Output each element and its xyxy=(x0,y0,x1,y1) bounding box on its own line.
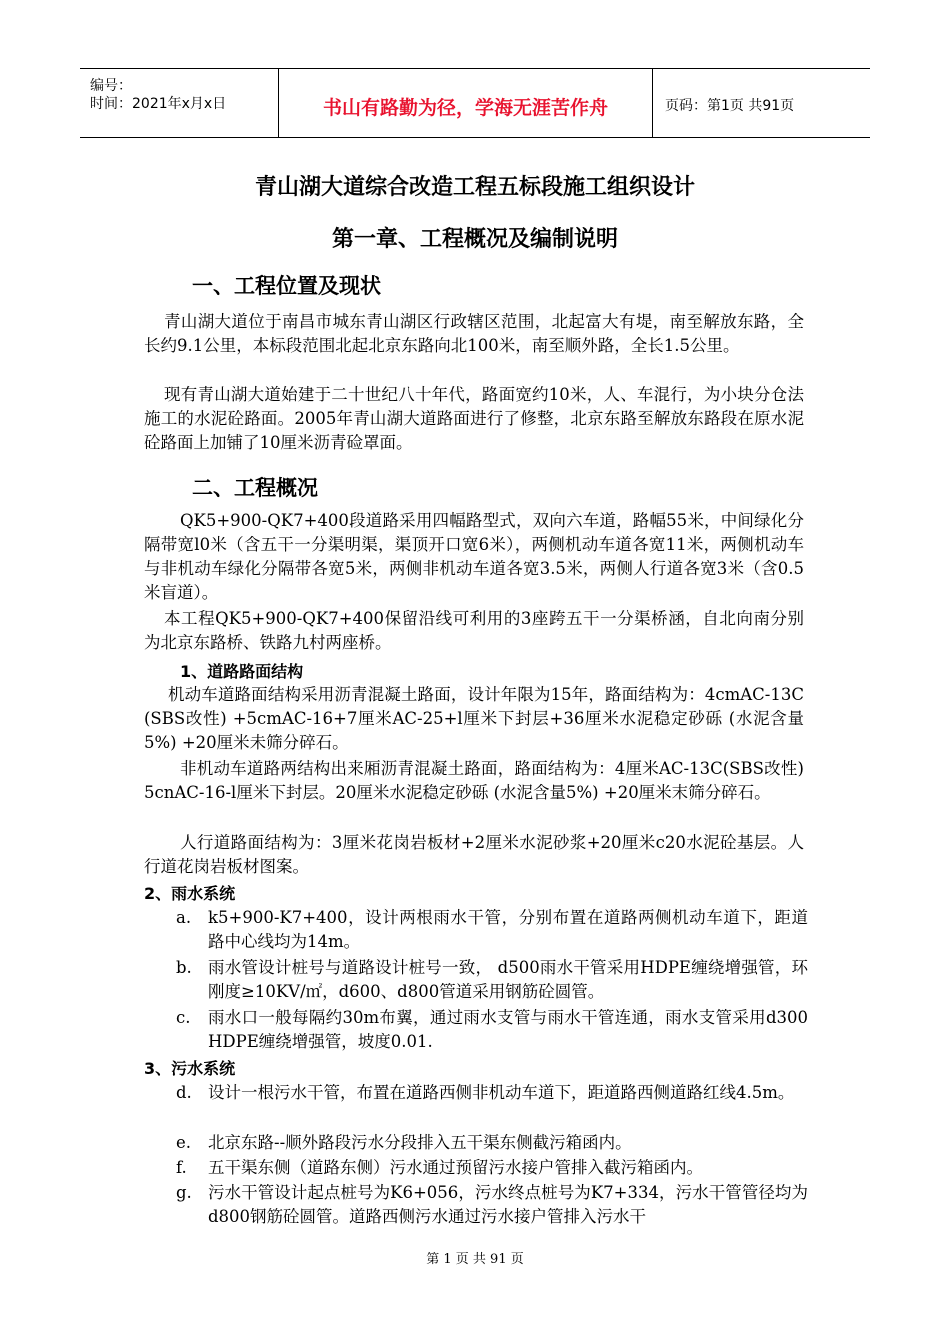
chapter-title: 第一章、工程概况及编制说明 xyxy=(331,227,618,252)
list-marker: g. xyxy=(176,1183,192,1202)
paragraph: 非机动车道路两结构出来厢沥青混凝土路面，路面结构为：4厘米AC-13C(SBS改性) 5cnAC-16-l厘米下封层。20厘米水泥稳定砂砾 (水泥含量5%) +20厘米末筛分碎石。 xyxy=(144,759,804,802)
list-item xyxy=(176,1006,808,1054)
list-item xyxy=(176,1081,808,1105)
list-marker: e. xyxy=(176,1133,192,1152)
list-item xyxy=(176,1131,808,1155)
list-item xyxy=(176,1181,808,1229)
list-item-text: 设计一根污水干管，布置在道路西侧非机动车道下，距道路西侧道路红线4.5m。 xyxy=(208,1083,795,1102)
list-item xyxy=(176,1156,808,1180)
list-marker: b. xyxy=(176,958,192,977)
section-heading-location: 一、工程位置及现状 xyxy=(192,274,381,298)
list-marker: f. xyxy=(176,1158,187,1177)
list-marker: a. xyxy=(176,908,192,927)
list-item xyxy=(176,906,808,954)
subsection-heading-rain: 2、雨水系统 xyxy=(144,884,236,903)
document-title: 青山湖大道综合改造工程五标段施工组织设计 xyxy=(254,175,695,200)
list-item-text: k5+900-K7+400，设计两根雨水干管，分别布置在道路两侧机动车道下，距道路中心线均为14m。 xyxy=(208,908,808,951)
paragraph: 人行道路面结构为：3厘米花岗岩板材+2厘米水泥砂浆+20厘米c20水泥砼基层。人行道花岗岩板材图案。 xyxy=(144,833,804,876)
list-item-text: 污水干管设计起点桩号为K6+056，污水终点桩号为K7+334，污水干管管径均为d800钢筋砼圆管。道路西侧污水通过污水接户管排入污水干 xyxy=(208,1183,808,1226)
paragraph: 机动车道路面结构采用沥青混凝土路面，设计年限为15年，路面结构为：4cmAC-13C (SBS改性) +5cmAC-16+7厘米AC-25+l厘米下封层+36厘米水泥稳定砂砾 (水泥含量5%) +20厘米未筛分碎石。 xyxy=(144,685,804,752)
list-item-text: 雨水口一般每隔约30m布翼，通过雨水支管与雨水干管连通，雨水支管采用d300 HDPE缠绕增强管，坡度0.01. xyxy=(208,1008,808,1051)
list-marker: d. xyxy=(176,1083,192,1102)
paragraph: QK5+900-QK7+400段道路采用四幅路型式，双向六车道，路幅55米，中间绿化分隔带宽l0米（含五干一分渠明渠，渠顶开口宽6米），两侧机动车道各宽11米，两侧机动车与非机动车绿化分隔带各宽5米，两侧非机动车道各宽3.5米，两侧人行道各宽3米（含0.5米盲道）。 xyxy=(144,511,804,602)
header-page-info xyxy=(653,69,870,137)
paragraph: 本工程QK5+900-QK7+400保留沿线可利用的3座跨五干一分渠桥涵，自北向南分别为北京东路桥、铁路九村两座桥。 xyxy=(144,609,804,652)
motto-text: 书山有路勤为径，学海无涯苦作舟 xyxy=(322,97,608,119)
page-footer: 第 1 页 共 91 页 xyxy=(426,1252,524,1267)
number-label: 编号： xyxy=(90,78,132,94)
list-item-text: 五干渠东侧（道路东侧）污水通过预留污水接户管排入截污箱函内。 xyxy=(208,1158,703,1177)
header-motto xyxy=(279,69,653,137)
list-item-text: 雨水管设计桩号与道路设计桩号一致， d500雨水干管采用HDPE缠绕增强管，环刚度≥10KV/㎡，d600、d800管道采用钢筋砼圆管。 xyxy=(208,958,808,1001)
subsection-heading-sewage: 3、污水系统 xyxy=(144,1059,236,1078)
list-item-text: 北京东路--顺外路段污水分段排入五干渠东侧截污箱函内。 xyxy=(208,1133,632,1152)
time-label: 时间：2021年x月x日 xyxy=(90,96,227,112)
list-item xyxy=(176,956,808,1004)
section-heading-overview: 二、工程概况 xyxy=(192,476,318,500)
paragraph: 现有青山湖大道始建于二十世纪八十年代，路面宽约10米，人、车混行，为小块分仓法施工的水泥砼路面。2005年青山湖大道路面进行了修整，北京东路至解放东路段在原水泥砼路面上加铺了10厘米沥青硷罩面。 xyxy=(144,385,804,452)
page-info-text: 页码：第1页 共91页 xyxy=(665,98,795,114)
subsection-heading-road: 1、道路路面结构 xyxy=(180,662,304,681)
list-marker: c. xyxy=(176,1008,191,1027)
page-header xyxy=(80,68,870,138)
header-meta xyxy=(80,69,279,137)
paragraph: 青山湖大道位于南昌市城东青山湖区行政辖区范围，北起富大有堤，南至解放东路，全长约9.1公里，本标段范围北起北京东路向北100米，南至顺外路，全长1.5公里。 xyxy=(144,312,804,355)
